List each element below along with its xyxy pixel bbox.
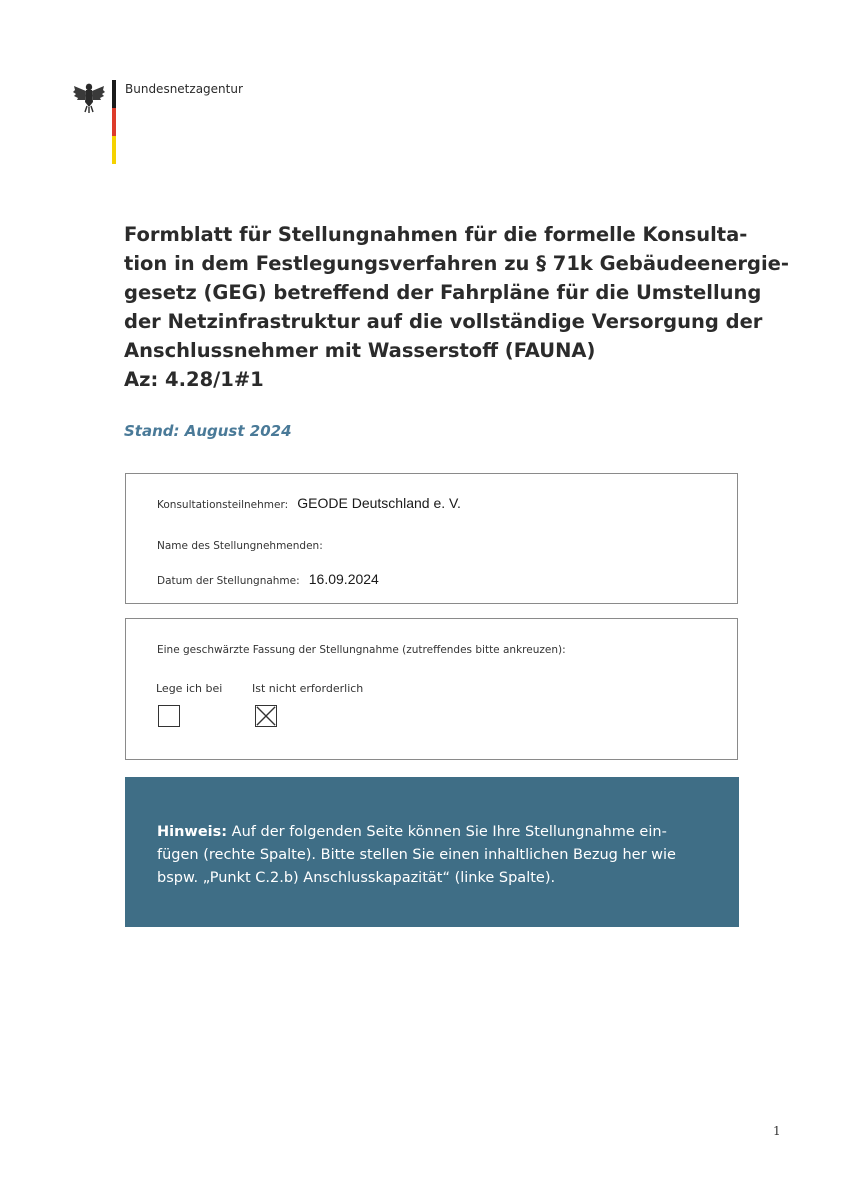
- name-label: Name des Stellungnehmenden:: [157, 540, 323, 552]
- version-date: Stand: August 2024: [124, 422, 292, 440]
- date-field[interactable]: 16.09.2024: [308, 571, 379, 587]
- page-number: 1: [773, 1124, 781, 1138]
- hint-label: Hinweis:: [157, 824, 228, 840]
- hint-line: [157, 821, 717, 844]
- title-line: tion in dem Festlegungsverfahren zu § 71k Gebäudeenergie-: [124, 252, 789, 275]
- redacted-version-box: [125, 618, 738, 760]
- checkbox-enclosed[interactable]: [158, 705, 180, 727]
- option-label-enclosed: Lege ich bei: [156, 682, 223, 695]
- title-line: Formblatt für Stellungnahmen für die formelle Konsulta-: [124, 223, 748, 246]
- title-line: Anschlussnehmer mit Wasserstoff (FAUNA): [124, 339, 596, 362]
- date-row: [157, 569, 379, 588]
- redacted-question: Eine geschwärzte Fassung der Stellungnahme (zutreffendes bitte ankreuzen):: [157, 644, 566, 656]
- hint-box: [125, 777, 739, 927]
- participant-info-box: [125, 473, 738, 604]
- participant-row: [157, 493, 461, 512]
- title-line: der Netzinfrastruktur auf die vollständige Versorgung der: [124, 310, 763, 333]
- reference-number: Az: 4.28/1#1: [124, 368, 264, 391]
- hint-line-3: bspw. „Punkt C.2.b) Anschlusskapazität“ (linke Spalte).: [157, 870, 556, 886]
- title-line: gesetz (GEG) betreffend der Fahrpläne für die Umstellung: [124, 281, 762, 304]
- flag-stripe-red: [112, 108, 116, 136]
- participant-label: Konsultationsteilnehmer:: [157, 499, 289, 511]
- check-cross-icon: [256, 706, 276, 726]
- federal-eagle-icon: [72, 80, 106, 114]
- flag-stripe-gold: [112, 136, 116, 164]
- agency-name: Bundesnetzagentur: [125, 82, 243, 96]
- hint-line-1: Auf der folgenden Seite können Sie Ihre Stellungnahme ein-: [227, 824, 667, 840]
- flag-bar: [112, 80, 116, 164]
- date-label: Datum der Stellungnahme:: [157, 575, 300, 587]
- hint-text: [157, 821, 717, 890]
- document-title: [124, 220, 789, 394]
- flag-stripe-black: [112, 80, 116, 108]
- hint-line-2: fügen (rechte Spalte). Bitte stellen Sie einen inhaltlichen Bezug her wie: [157, 847, 676, 863]
- name-row: [157, 534, 327, 553]
- option-label-not-required: Ist nicht erforderlich: [252, 682, 364, 695]
- participant-field[interactable]: GEODE Deutschland e. V.: [297, 495, 461, 511]
- checkbox-not-required[interactable]: [255, 705, 277, 727]
